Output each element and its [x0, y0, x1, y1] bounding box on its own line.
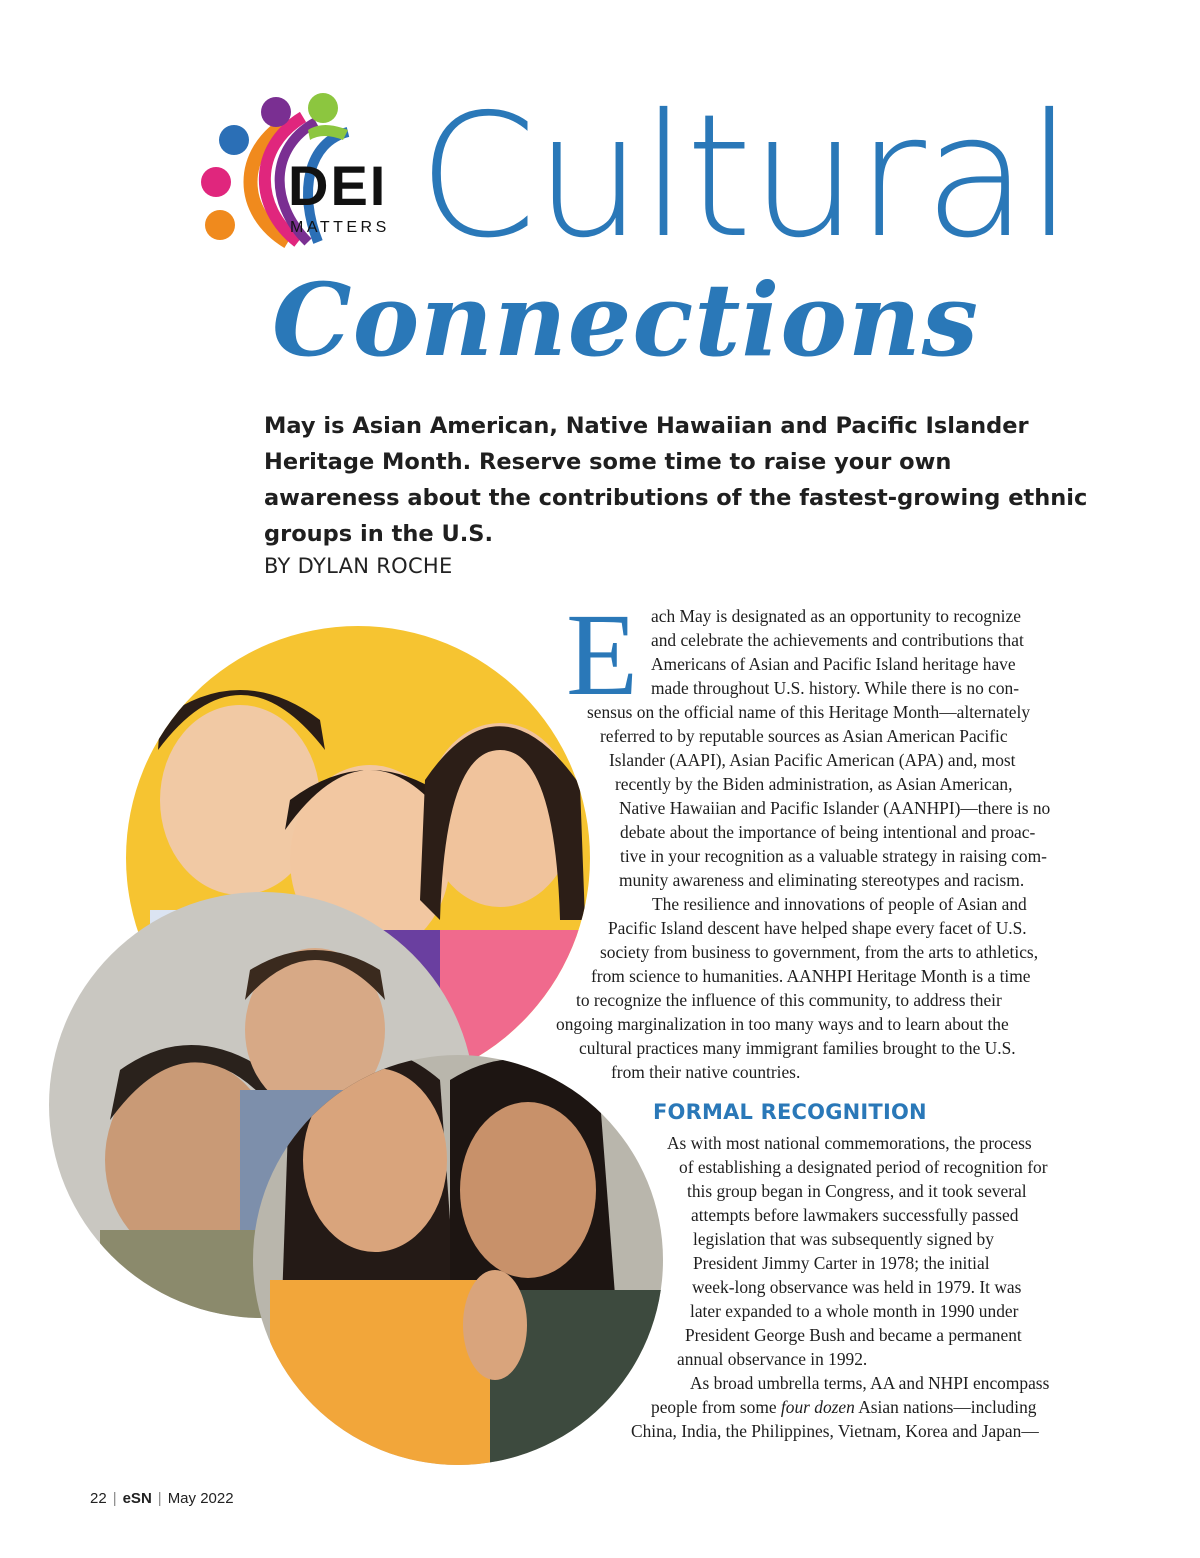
body-line: Islander (AAPI), Asian Pacific American (APA) and, most [609, 750, 1016, 770]
section-heading: FORMAL RECOGNITION [653, 1100, 927, 1124]
page-footer [90, 1490, 234, 1507]
body-line: sensus on the official name of this Heritage Month—alternately [587, 702, 1031, 722]
issue-date: May 2022 [167, 1490, 234, 1507]
body-line: debate about the importance of being intentional and proac- [620, 822, 1036, 842]
byline: BY DYLAN ROCHE [264, 554, 453, 578]
body-line: Pacific Island descent have helped shape every facet of U.S. [608, 918, 1027, 938]
body-line: Americans of Asian and Pacific Island heritage have [651, 654, 1016, 674]
headline-line-1: Cultural [418, 78, 1072, 276]
body-line: recently by the Biden administration, as Asian American, [615, 774, 1013, 794]
page-number: 22 [90, 1490, 107, 1507]
body-line: China, India, the Philippines, Vietnam, Korea and Japan— [631, 1421, 1039, 1441]
body-line: from science to humanities. AANHPI Heritage Month is a time [591, 966, 1031, 986]
body-line: this group began in Congress, and it took several [687, 1181, 1027, 1201]
body-line: tive in your recognition as a valuable strategy in raising com- [620, 846, 1047, 866]
body-line: The resilience and innovations of people of Asian and [652, 894, 1027, 914]
body-line: cultural practices many immigrant families brought to the U.S. [579, 1038, 1016, 1058]
body-line: legislation that was subsequently signed by [693, 1229, 994, 1249]
text-run: people from some [651, 1397, 781, 1417]
body-line: As broad umbrella terms, AA and NHPI encompass [690, 1373, 1050, 1393]
body-line: annual observance in 1992. [677, 1349, 868, 1369]
deck-text: May is Asian American, Native Hawaiian and Pacific Islander Heritage Month. Reserve some time to raise your own awareness about the contributions of the fastest-growing ethnic groups in the U.S. [264, 413, 1088, 547]
divider: | [157, 1490, 162, 1507]
body-line-italic [651, 1395, 1036, 1419]
italic-run: four dozen [780, 1397, 855, 1417]
body-line: munity awareness and eliminating stereotypes and racism. [619, 870, 1025, 890]
headline-line-2: Connections [272, 261, 980, 379]
body-line: society from business to government, from the arts to athletics, [600, 942, 1039, 962]
body-line: President George Bush and became a permanent [685, 1325, 1022, 1345]
body-line: and celebrate the achievements and contributions that [651, 630, 1024, 650]
body-line: made throughout U.S. history. While there is no con- [651, 678, 1020, 698]
body-line: week-long observance was held in 1979. It was [692, 1277, 1022, 1297]
drop-cap: E [566, 589, 639, 720]
body-line: referred to by reputable sources as Asian American Pacific [600, 726, 1008, 746]
body-line: to recognize the influence of this community, to address their [576, 990, 1002, 1010]
logo-subword: MATTERS [290, 219, 390, 236]
logo-wordmark: DEI [288, 154, 388, 217]
body-line: President Jimmy Carter in 1978; the initial [693, 1253, 990, 1273]
body-line: later expanded to a whole month in 1990 under [690, 1301, 1019, 1321]
body-line: Native Hawaiian and Pacific Islander (AANHPI)—there is no [619, 798, 1051, 818]
body-line: As with most national commemorations, the process [667, 1133, 1032, 1153]
publication-name: eSN [122, 1490, 152, 1507]
divider: | [112, 1490, 117, 1507]
body-line: ach May is designated as an opportunity to recognize [651, 606, 1021, 626]
body-line: attempts before lawmakers successfully passed [691, 1205, 1019, 1225]
body-line: from their native countries. [611, 1062, 801, 1082]
body-line: ongoing marginalization in too many ways and to learn about the [556, 1014, 1009, 1034]
text-run: Asian nations—including [854, 1397, 1037, 1417]
body-line: of establishing a designated period of recognition for [679, 1157, 1048, 1177]
